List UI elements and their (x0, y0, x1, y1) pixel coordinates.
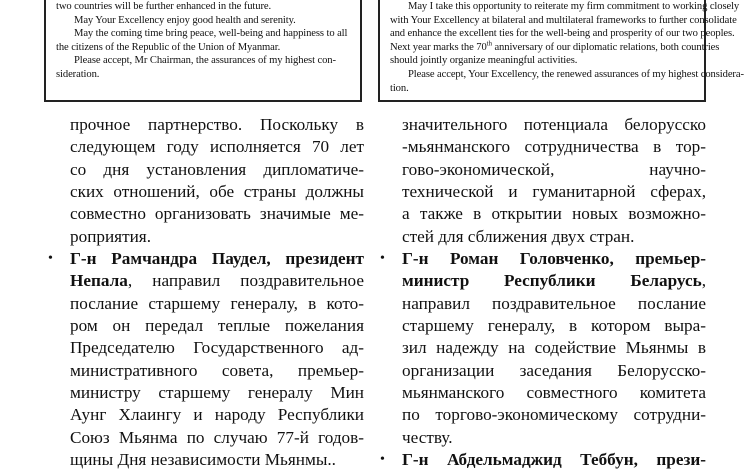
text-line: ром он передал теплые пожелания (70, 316, 364, 336)
text-line: значительного потенциала белорусско (402, 115, 706, 134)
letter-excerpt-right (378, 0, 744, 102)
letter-line: and enhance the excellent ties for the well-being and prosperity of our two peoples. (390, 28, 735, 40)
text-line: честву. (402, 427, 453, 447)
letter-line: May I take this opportunity to reiterate my firm commitment to working closely (408, 1, 740, 12)
text-line: министру старшему генералу Мин (70, 383, 364, 403)
country-name: Непала (70, 271, 128, 291)
letter-line: May the coming time bring peace, well-being and happiness to all (74, 28, 348, 40)
text-line: Союз Мьянма по случаю 77-й годов- (70, 427, 364, 447)
letter-line: with Your Excellency at bilateral and multilateral frameworks to further consolidate (390, 14, 737, 26)
text-line: технической и гуманитарной сферах, (402, 182, 706, 202)
text-line: щины Дня независимости Мьянмы.. (70, 450, 336, 470)
text-line: Аунг Хлаингу и народу Республики (70, 405, 364, 425)
text-line: со дня установления дипломатиче- (70, 159, 364, 179)
letter-line: should jointly organize meaningful activities. (390, 55, 578, 67)
article-column-left (48, 114, 364, 472)
list-item (380, 449, 706, 471)
text-line: Председателю Государственного ад- (70, 338, 364, 358)
text-line: министративного совета, премьер- (70, 360, 364, 380)
letter-line: May Your Excellency enjoy good health and serenity. (74, 14, 296, 26)
person-name: Г-н Абдельмаджид Теббун, прези- (402, 450, 706, 470)
text-line: организации заседания Белорусско- (402, 360, 706, 380)
text-line: -мьянманского сотрудничества в тор- (402, 137, 706, 157)
list-item (48, 248, 364, 471)
country-name: министр Республики Беларусь (402, 271, 702, 291)
list-item (380, 248, 706, 449)
text-line: ских отношений, обе страны должны (70, 182, 364, 202)
person-name: Г-н Роман Головченко, премьер- (402, 249, 706, 269)
bullet-icon: • (48, 251, 53, 267)
person-name: Г-н Рамчандра Паудел, президент (70, 249, 364, 269)
bullet-icon: • (380, 251, 385, 267)
text-line: , направил поздравительное (127, 271, 364, 291)
text-line: следующем году исполняется 70 лет (70, 137, 364, 157)
bullet-icon: • (380, 452, 385, 468)
text-line: прочное партнерство. Поскольку в (70, 115, 364, 134)
text-line: зил надежду на содействие Мьянмы в (402, 338, 706, 358)
letter-line: the citizens of the Republic of the Union of Myanmar. (56, 41, 281, 53)
text-line: совместно организовать значимые ме- (70, 204, 364, 224)
letter-line: Next year marks the 70th anniversary of our diplomatic relations, both countries (390, 39, 720, 53)
text-line: , (701, 271, 706, 291)
text-line: направил поздравительное послание (402, 293, 706, 313)
text-line: послание старшему генералу, в кото- (70, 293, 364, 313)
article-column-right (380, 114, 706, 472)
letter-line: two countries will be further enhanced in the future. (56, 1, 272, 12)
letter-line: sideration. (56, 68, 100, 80)
text-line: по торгово-экономическому сотрудни- (402, 405, 706, 425)
text-line: а также в открытии новых возможно- (402, 204, 706, 224)
text-line: стей для сближения двух стран. (402, 226, 635, 246)
letter-line: Please accept, Your Excellency, the renewed assurances of my highest considera- (408, 68, 744, 80)
letter-line: Please accept, Mr Chairman, the assurances of my highest con- (74, 55, 336, 67)
text-line: старшему генералу, в котором выра- (402, 316, 706, 336)
text-line: мьянманского совместного комитета (402, 383, 706, 403)
letter-line: tion. (390, 82, 409, 94)
text-line: гово-экономической, научно- (402, 159, 706, 179)
letter-excerpt-left (44, 0, 362, 102)
text-line: роприятия. (70, 226, 151, 246)
